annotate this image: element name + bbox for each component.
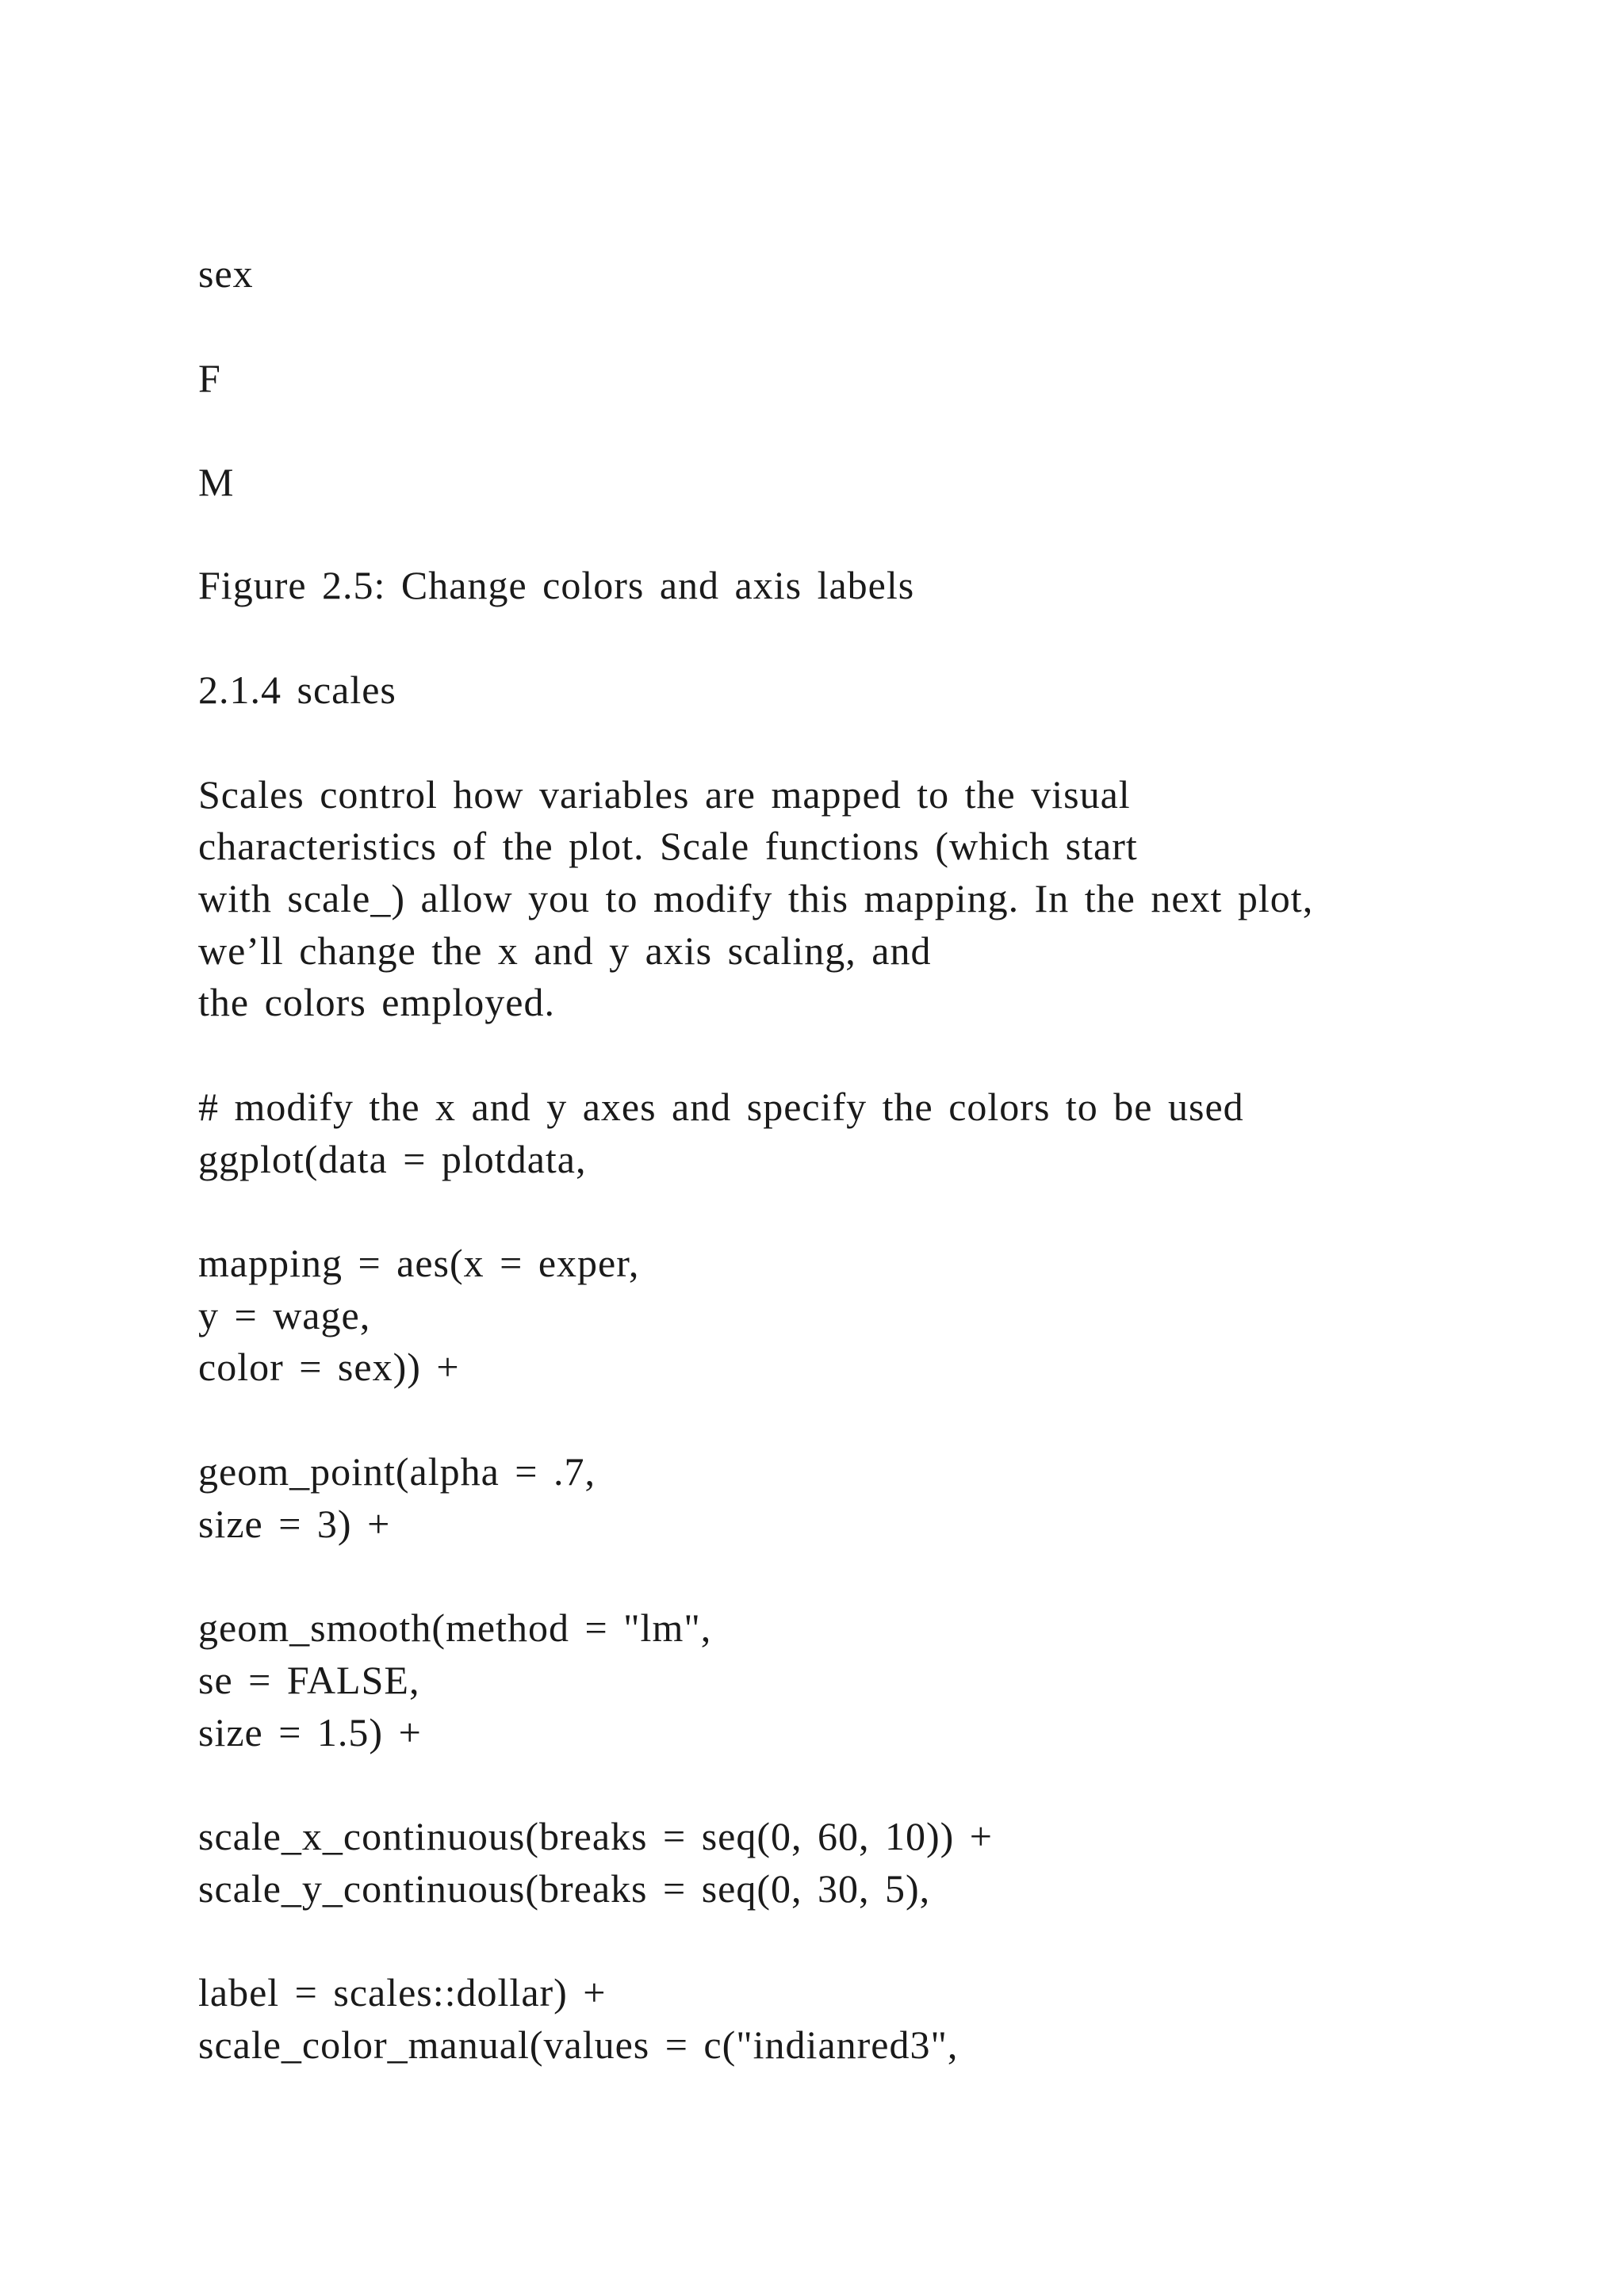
paragraph-line: with scale_) allow you to modify this mapping. In the next plot, xyxy=(198,876,1314,920)
code-line: geom_point(alpha = .7, xyxy=(198,1449,596,1494)
code-line: size = 1.5) + xyxy=(198,1710,422,1755)
code-line: # modify the x and y axes and specify the colors to be used xyxy=(198,1085,1244,1129)
code-line: y = wage, xyxy=(198,1293,371,1337)
legend-title: sex xyxy=(198,251,254,296)
paragraph-line: we’ll change the x and y axis scaling, and xyxy=(198,928,932,973)
figure-caption: Figure 2.5: Change colors and axis labels xyxy=(198,563,915,607)
code-line: se = FALSE, xyxy=(198,1658,420,1702)
document-page xyxy=(198,0,1546,2296)
code-line: color = sex)) + xyxy=(198,1345,460,1389)
code-line: geom_smooth(method = "lm", xyxy=(198,1605,712,1650)
paragraph-line: Scales control how variables are mapped to the visual xyxy=(198,772,1131,817)
legend-item-f: F xyxy=(198,356,221,400)
code-line: mapping = aes(x = exper, xyxy=(198,1241,640,1285)
code-line: scale_y_continuous(breaks = seq(0, 30, 5), xyxy=(198,1866,931,1911)
paragraph-line: characteristics of the plot. Scale functions (which start xyxy=(198,824,1138,868)
code-line: scale_color_manual(values = c("indianred3", xyxy=(198,2022,959,2067)
paragraph-line: the colors employed. xyxy=(198,980,555,1024)
code-line: size = 3) + xyxy=(198,1502,391,1546)
code-line: scale_x_continuous(breaks = seq(0, 60, 10)) + xyxy=(198,1814,994,1858)
code-line: label = scales::dollar) + xyxy=(198,1970,607,2015)
legend-item-m: M xyxy=(198,460,235,504)
section-heading: 2.1.4 scales xyxy=(198,668,396,712)
code-line: ggplot(data = plotdata, xyxy=(198,1137,587,1181)
